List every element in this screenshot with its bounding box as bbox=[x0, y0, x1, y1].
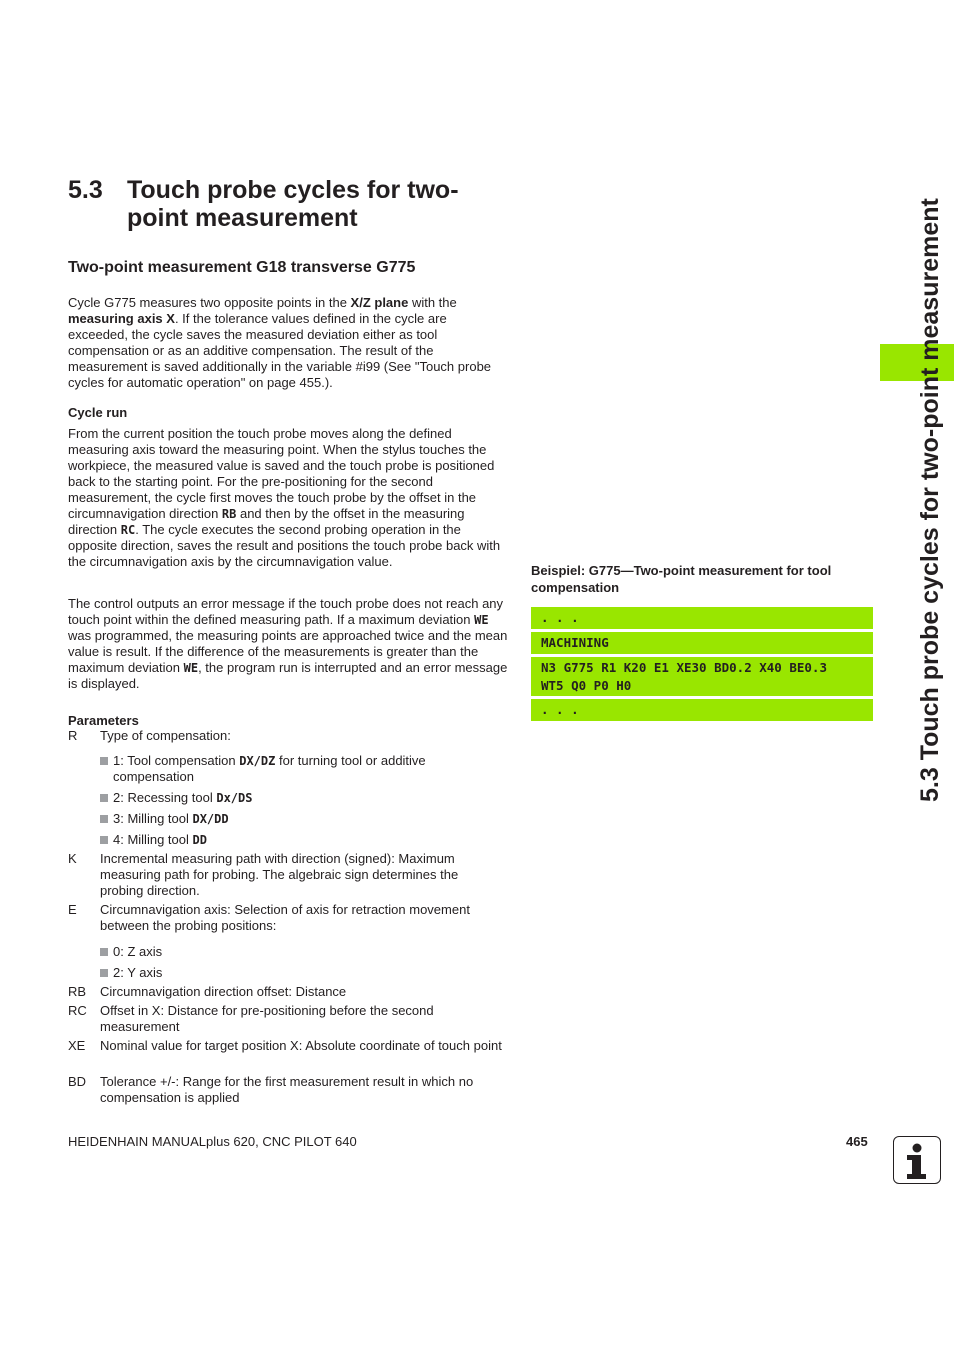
param-R-option: 2: Recessing tool Dx/DS bbox=[100, 790, 500, 806]
chapter-number: 5.3 bbox=[68, 176, 103, 204]
param-R-option: 1: Tool compensation DX/DZ for turning tool or additive compensation bbox=[100, 753, 500, 769]
footer-manual-title: HEIDENHAIN MANUALplus 620, CNC PILOT 640 bbox=[68, 1134, 357, 1149]
section-title: Two-point measurement G18 transverse G775 bbox=[68, 259, 416, 276]
info-icon bbox=[893, 1136, 941, 1184]
cycle-run-heading: Cycle run bbox=[68, 405, 128, 420]
bullet-square-icon bbox=[100, 815, 108, 823]
bullet-square-icon bbox=[100, 836, 108, 844]
bullet-square-icon bbox=[100, 757, 108, 765]
bullet-square-icon bbox=[100, 794, 108, 802]
parameter-list: R Type of compensation: 1: Tool compensation DX/DZ for turning tool or additive compensation 2: Recessing tool Dx/DS 3: Milling tool DX/DD 4: Milling tool DD K Incremental measuring path with direction (signed): Maximum measuring path for probing. The algebraic sign determines the probing direction. E Circumnavigation axis: Selection of axis for retraction movement between the probing positions: 0: Z axis 2: Y axis RB Circumnavigation direction offset: Distance RC Offset in X: Distance for pre-positioning before the second measurement XE Nominal value for target position X: Absolute coordinate of touch point BD Tolerance +/-: Range for the first measurement result in which no compensation is applied bbox=[68, 728, 502, 1105]
cycle-run-paragraph-1: From the current position the touch probe moves along the defined measuring axis toward the measuring point. When the stylus touches the workpiece, the measured value is saved and the touch probe is positioned back to the starting point. For the pre-positioning for the second measurement, the cycle first moves the touch probe by the offset in the circumnavigation direction RB and then by the offset in the measuring direction RC. The cycle executes the second probing operation in the opposite direction, saves the result and positions the touch probe back with the circumnavigation axis by the circumnavigation value. bbox=[68, 426, 501, 569]
bullet-square-icon bbox=[100, 948, 108, 956]
code-line: MACHINING bbox=[531, 632, 873, 654]
chapter-title-text: Touch probe cycles for two- point measurement bbox=[127, 176, 459, 232]
bullet-square-icon bbox=[100, 969, 108, 977]
param-E-option: 2: Y axis bbox=[100, 965, 500, 981]
code-line: . . . bbox=[531, 699, 873, 721]
example-title: Beispiel: G775—Two-point measurement for tool compensation bbox=[531, 563, 832, 595]
parameters-heading: Parameters bbox=[68, 713, 139, 728]
side-running-heading: 5.3 Touch probe cycles for two-point measurement bbox=[916, 198, 944, 802]
param-E-option: 0: Z axis bbox=[100, 944, 500, 960]
page-number: 465 bbox=[846, 1134, 868, 1149]
code-line: . . . bbox=[531, 607, 873, 629]
param-R-option: 4: Milling tool DD bbox=[100, 832, 500, 848]
info-glyph-icon bbox=[894, 1137, 939, 1182]
cycle-run-paragraph-2: The control outputs an error message if the touch probe does not reach any touch point within the defined measuring path. If a maximum deviation WE was programmed, the measuring points are approached twice and the mean value is result. If the difference of the measurements is greater than the maximum deviation WE, the program run is interrupted and an error message is displayed. bbox=[68, 596, 508, 691]
param-R-option: 3: Milling tool DX/DD bbox=[100, 811, 500, 827]
code-line-block: N3 G775 R1 K20 E1 XE30 BD0.2 X40 BE0.3 WT5 Q0 P0 H0 bbox=[531, 657, 873, 696]
intro-paragraph: Cycle G775 measures two opposite points in the X/Z plane with the measuring axis X. If the tolerance values defined in the cycle are exceeded, the cycle saves the measured deviation either as tool compensation or as an additive compensation. The result of the measurement is saved additionally in the variable #i99 (See "Touch probe cycles for automatic operation" on page 455.). bbox=[68, 295, 492, 390]
